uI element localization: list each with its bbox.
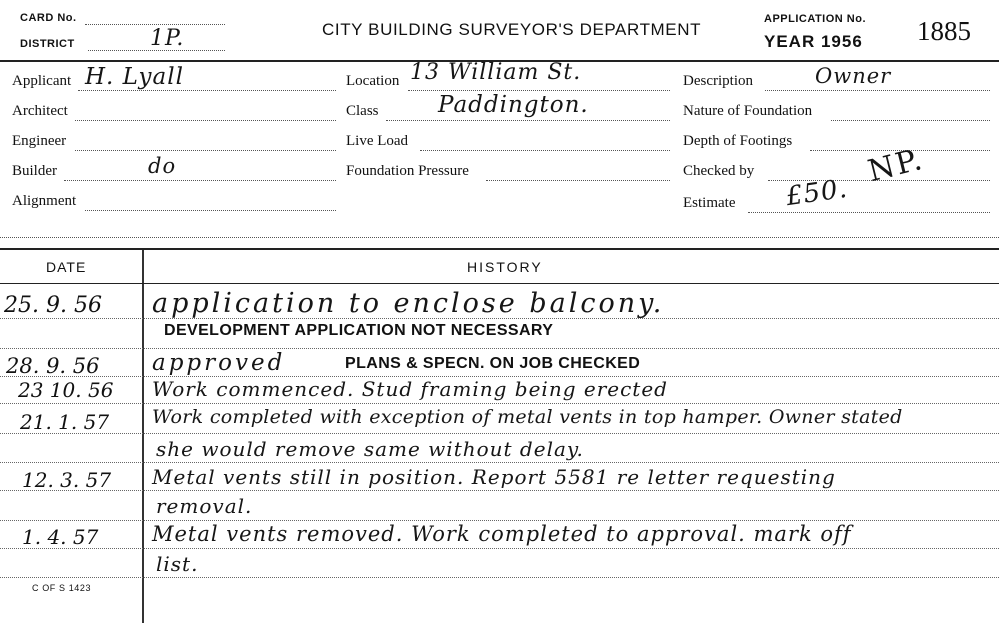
history-stamp: PLANS & SPECN. ON JOB CHECKED bbox=[345, 355, 641, 372]
district-value: 1P. bbox=[150, 26, 185, 51]
architect-label: Architect bbox=[12, 103, 68, 119]
estimate-label: Estimate bbox=[683, 195, 736, 211]
history-date: 23 10. 56 bbox=[18, 378, 114, 402]
card-no-line bbox=[85, 24, 225, 25]
rule-line bbox=[0, 577, 999, 578]
live-load-label: Live Load bbox=[346, 133, 409, 149]
checked-by-label: Checked by bbox=[683, 163, 755, 179]
history-text: Work commenced. Stud framing being erected bbox=[152, 377, 668, 401]
date-column-divider bbox=[142, 250, 144, 623]
history-date: 21. 1. 57 bbox=[20, 410, 110, 434]
history-text: approved bbox=[152, 350, 286, 376]
rule-line bbox=[0, 433, 999, 434]
builder-label: Builder bbox=[12, 163, 57, 179]
description-value: Owner bbox=[815, 64, 892, 88]
description-label: Description bbox=[683, 73, 753, 89]
rule-line bbox=[0, 490, 999, 491]
alignment-line bbox=[85, 210, 336, 211]
engineer-label: Engineer bbox=[12, 133, 67, 149]
history-text: application to enclose balcony. bbox=[152, 288, 665, 319]
history-top-divider bbox=[0, 248, 999, 250]
application-number: 1885 bbox=[917, 16, 971, 46]
history-text: removal. bbox=[156, 494, 253, 518]
rule-line bbox=[0, 462, 999, 463]
fields-bottom-line bbox=[0, 237, 999, 238]
applicant-label: Applicant bbox=[12, 73, 72, 89]
history-date: 28. 9. 56 bbox=[6, 354, 100, 378]
card-no-label: CARD No. bbox=[20, 12, 77, 24]
history-date: 1. 4. 57 bbox=[22, 525, 99, 549]
history-header: HISTORY bbox=[467, 259, 543, 275]
checked-by-value: NP. bbox=[864, 141, 928, 190]
rule-line bbox=[0, 548, 999, 549]
estimate-value: £50. bbox=[784, 173, 850, 213]
builder-line bbox=[64, 180, 336, 181]
applicant-line bbox=[78, 90, 336, 91]
history-text: list. bbox=[156, 552, 199, 576]
rule-line bbox=[0, 348, 999, 349]
nature-of-foundation-label: Nature of Foundation bbox=[683, 103, 813, 119]
description-line bbox=[765, 90, 990, 91]
depth-of-footings-label: Depth of Footings bbox=[683, 133, 793, 149]
foundation-pressure-label: Foundation Pressure bbox=[346, 163, 469, 179]
history-text: Metal vents removed. Work completed to approval. mark off bbox=[152, 522, 852, 546]
alignment-label: Alignment bbox=[12, 193, 77, 209]
applicant-value: H. Lyall bbox=[85, 64, 184, 90]
live-load-line bbox=[420, 150, 670, 151]
history-date: 25. 9. 56 bbox=[4, 293, 102, 318]
district-label: DISTRICT bbox=[20, 38, 75, 50]
date-header: DATE bbox=[46, 259, 87, 275]
year-label: YEAR 1956 bbox=[764, 32, 863, 51]
department-title: CITY BUILDING SURVEYOR'S DEPARTMENT bbox=[322, 20, 702, 39]
history-stamp: DEVELOPMENT APPLICATION NOT NECESSARY bbox=[164, 322, 554, 339]
class-label: Class bbox=[346, 103, 379, 119]
history-header-divider bbox=[0, 283, 999, 284]
engineer-line bbox=[75, 150, 336, 151]
estimate-line bbox=[748, 212, 990, 213]
history-text: Work completed with exception of metal vents in top hamper. Owner stated bbox=[152, 406, 903, 428]
location-label: Location bbox=[346, 73, 400, 89]
form-code: C OF S 1423 bbox=[32, 583, 92, 593]
rule-line bbox=[0, 403, 999, 404]
rule-line bbox=[0, 520, 999, 521]
history-text: Metal vents still in position. Report 5581 re letter requesting bbox=[152, 465, 836, 489]
foundation-pressure-line bbox=[486, 180, 670, 181]
application-no-label: APPLICATION No. bbox=[764, 13, 867, 25]
nature-of-foundation-line bbox=[831, 120, 990, 121]
builder-value: do bbox=[148, 154, 177, 178]
history-date: 12. 3. 57 bbox=[22, 468, 112, 492]
location-line bbox=[408, 90, 670, 91]
architect-line bbox=[75, 120, 336, 121]
class-value: Paddington. bbox=[438, 92, 589, 118]
class-line bbox=[386, 120, 670, 121]
location-value: 13 William St. bbox=[410, 60, 582, 85]
history-text: she would remove same without delay. bbox=[156, 437, 584, 461]
